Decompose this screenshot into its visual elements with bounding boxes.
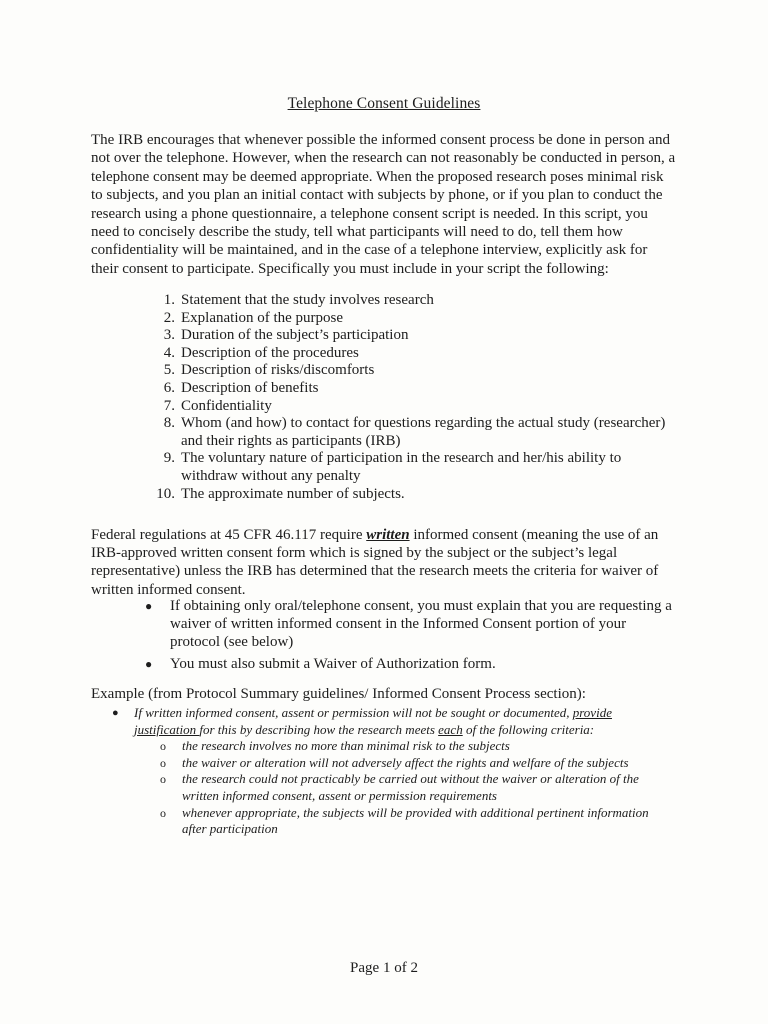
intro-line: The IRB encourages that whenever possible the informed consent process be done in person and	[91, 132, 670, 148]
list-number: 3.	[163, 327, 175, 344]
list-item	[151, 362, 691, 380]
bullet-text: If obtaining only oral/telephone consent, you must explain that you are requesting a	[170, 598, 672, 614]
list-item-text: Whom (and how) to contact for questions regarding the actual study (researcher)	[181, 415, 666, 432]
provide-underlined: provide	[572, 705, 612, 720]
list-item	[151, 380, 691, 398]
criteria-text: after participation	[182, 821, 278, 837]
justification-underlined: justification	[134, 721, 200, 737]
list-number: 9.	[163, 450, 175, 467]
list-item-text: and their rights as participants (IRB)	[181, 432, 401, 449]
list-item-text: Description of the procedures	[181, 344, 359, 361]
federal-regulations-paragraph	[91, 526, 691, 599]
list-item-text: Duration of the subject’s participation	[181, 327, 409, 344]
written-emphasis: written	[366, 527, 410, 543]
example-text: for this by describing how the research meets	[199, 721, 439, 737]
criteria-text: the research involves no more than minimal risk to the subjects	[182, 738, 510, 754]
criteria-text: whenever appropriate, the subjects will be provided with additional pertinent information	[182, 804, 649, 820]
bullet-text: protocol (see below)	[170, 634, 294, 651]
criteria-text: the research could not practicably be carried out without the waiver or alteration of the	[182, 771, 639, 787]
federal-text: Federal regulations at 45 CFR 46.117 require	[91, 527, 367, 543]
list-item	[151, 310, 691, 328]
document-title: Telephone Consent Guidelines	[287, 95, 481, 112]
list-number: 4.	[163, 344, 175, 361]
criteria-text: written informed consent, assent or permission requirements	[182, 787, 497, 803]
intro-line: confidentiality will be maintained, and in the case of a telephone interview, explicitly ask for	[91, 242, 648, 259]
list-number: 7.	[163, 397, 175, 414]
list-item	[160, 755, 692, 772]
circle-bullet-icon: o	[160, 805, 166, 820]
list-number: 6.	[163, 379, 175, 396]
federal-line: representative) unless the IRB has determined that the research meets the criteria for waiver of	[91, 563, 659, 580]
list-item	[151, 486, 691, 504]
example-section	[112, 705, 692, 838]
circle-bullet-icon: o	[160, 755, 166, 770]
list-item-text: Explanation of the purpose	[181, 309, 344, 326]
list-number: 8.	[163, 415, 175, 432]
list-item-text: Statement that the study involves research	[181, 292, 434, 308]
example-line	[134, 722, 692, 739]
example-line	[134, 705, 692, 722]
list-number: 2.	[163, 309, 175, 326]
page-number: Page 1 of 2	[350, 960, 418, 976]
list-number: 1.	[163, 292, 175, 308]
script-requirements-list	[151, 292, 691, 503]
list-item	[151, 398, 691, 416]
intro-line: their consent to participate. Specifically you must include in your script the following:	[91, 260, 609, 277]
list-item-text: Confidentiality	[181, 397, 272, 414]
bullet-icon: ●	[112, 707, 119, 719]
federal-line: written informed consent.	[91, 581, 246, 598]
federal-text: informed consent (meaning the use of an	[409, 527, 659, 543]
intro-line: need to concisely describe the study, tell what participants will need to do, tell them how	[91, 224, 623, 241]
list-item-text: The voluntary nature of participation in the research and her/his ability to	[181, 450, 622, 467]
each-underlined: each	[438, 721, 463, 737]
bullet-icon: ●	[145, 599, 153, 613]
intro-line: research using a phone questionnaire, a telephone consent script is needed. In this script, you	[91, 205, 648, 222]
waiver-bullet-list	[145, 597, 705, 676]
list-item	[160, 738, 692, 755]
intro-paragraph	[91, 131, 691, 278]
list-number: 5.	[163, 362, 175, 379]
list-item-text: The approximate number of subjects.	[181, 485, 405, 502]
bullet-text: waiver of written informed consent in the Informed Consent portion of your	[170, 616, 627, 633]
list-item	[145, 655, 705, 673]
circle-bullet-icon: o	[160, 772, 166, 787]
bullet-text: You must also submit a Waiver of Authorization form.	[170, 655, 496, 672]
example-heading: Example (from Protocol Summary guidelines/ Informed Consent Process section):	[91, 686, 586, 702]
list-item	[151, 292, 691, 310]
example-bullet	[112, 705, 692, 738]
federal-line	[91, 526, 691, 544]
list-item	[160, 805, 692, 838]
intro-line: to subjects, and you plan an initial contact with subjects by phone, or if you plan to conduct the	[91, 187, 663, 204]
list-item	[151, 415, 691, 450]
list-item-text: Description of benefits	[181, 379, 319, 396]
list-item	[151, 327, 691, 345]
circle-bullet-icon: o	[160, 739, 166, 754]
waiver-criteria-list	[112, 738, 692, 838]
example-text: of the following criteria:	[462, 721, 595, 737]
list-item-text: withdraw without any penalty	[181, 467, 361, 484]
federal-line: IRB-approved written consent form which is signed by the subject or the subject’s legal	[91, 545, 618, 562]
list-item	[160, 771, 692, 804]
intro-line: telephone consent may be deemed appropriate. When the proposed research poses minimal risk	[91, 168, 664, 185]
bullet-icon: ●	[145, 656, 153, 671]
list-item	[151, 450, 691, 485]
intro-line: not over the telephone. However, when the research can not reasonably be conducted in person, a	[91, 150, 676, 167]
example-text: If written informed consent, assent or permission will not be sought or documented,	[134, 705, 573, 720]
list-item	[151, 345, 691, 363]
list-item	[145, 597, 705, 652]
list-number: 10.	[156, 485, 175, 502]
criteria-text: the waiver or alteration will not adversely affect the rights and welfare of the subjects	[182, 754, 629, 770]
list-item-text: Description of risks/discomforts	[181, 362, 375, 379]
